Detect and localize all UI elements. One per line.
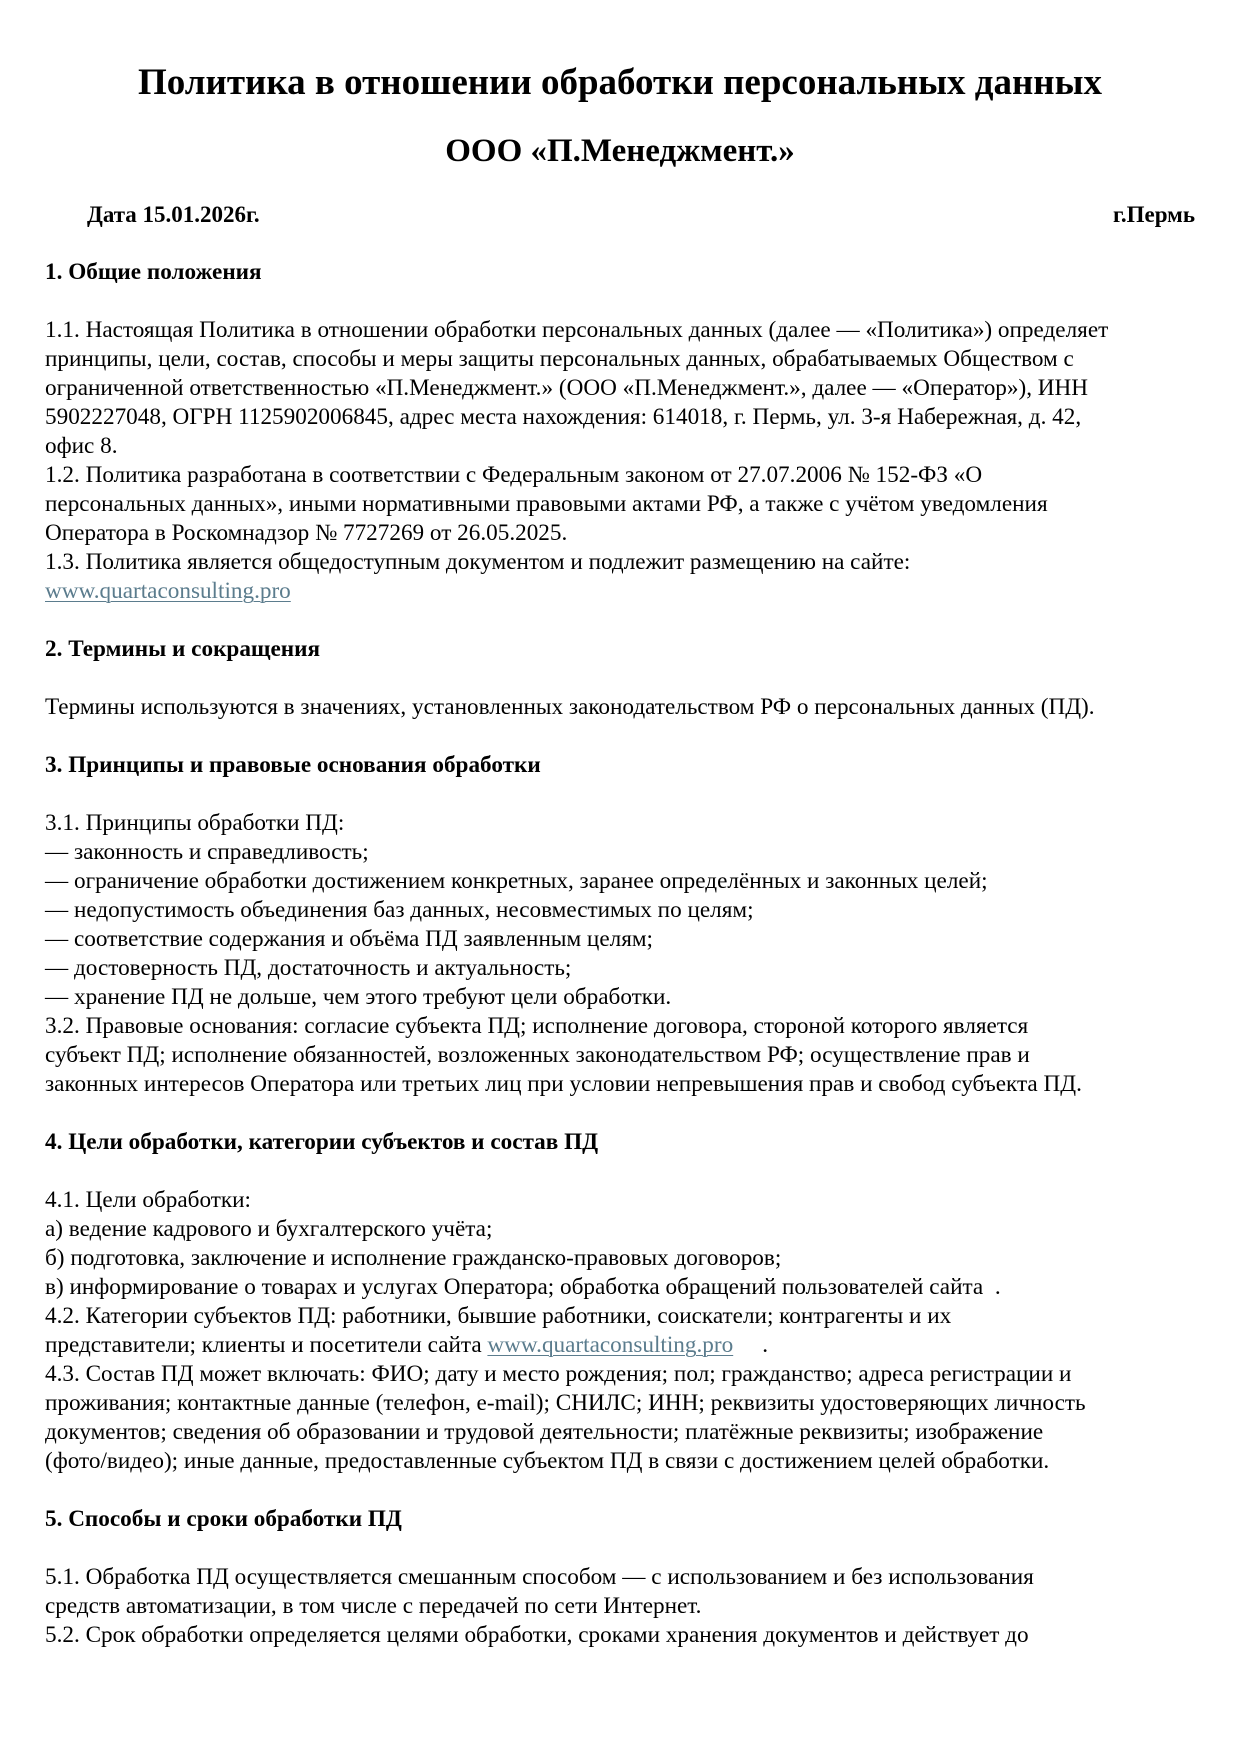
organization-name: ООО «П.Менеджмент.» <box>445 133 795 169</box>
list-item: а) ведение кадрового и бухгалтерского учёта; <box>45 1216 493 1242</box>
paragraph-4-1: 4.1. Цели обработки: <box>45 1187 252 1213</box>
paragraph-4-2-line-with-link <box>45 1331 1215 1360</box>
document-meta <box>45 200 1195 230</box>
paragraph-1-3-line: 1.3. Политика является общедоступным документом и подлежит размещению на сайте: <box>45 549 911 575</box>
paragraph-1-2-line: 1.2. Политика разработана в соответствии с Федеральным законом от 27.07.2006 № 152-ФЗ «О <box>45 462 983 488</box>
paragraph-3-1: 3.1. Принципы обработки ПД: <box>45 810 345 836</box>
paragraph-1-3-link-line <box>45 577 1215 606</box>
list-item: — ограничение обработки достижением конкретных, заранее определённых и законных целей; <box>45 868 988 894</box>
paragraph-1-2-line: Оператора в Роскомнадзор № 7727269 от 26.05.2025. <box>45 520 568 546</box>
paragraph-1-1-line: 1.1. Настоящая Политика в отношении обработки персональных данных (далее — «Политика») определяет <box>45 317 1109 343</box>
list-item: в) информирование о товарах и услугах Оператора; обработка обращений пользователей сайта . <box>45 1274 1001 1300</box>
paragraph-2-line: Термины используются в значениях, установленных законодательством РФ о персональных данных (ПД). <box>45 694 1095 720</box>
section-3-heading: 3. Принципы и правовые основания обработки <box>45 752 541 778</box>
paragraph-1-1-line: офис 8. <box>45 433 118 459</box>
list-item: б) подготовка, заключение и исполнение гражданско-правовых договоров; <box>45 1245 782 1271</box>
paragraph-4-3-line: проживания; контактные данные (телефон, e-mail); СНИЛС; ИНН; реквизиты удостоверяющих личность <box>45 1390 1086 1416</box>
paragraph-1-1-line: 5902227048, ОГРН 1125902006845, адрес места нахождения: 614018, г. Пермь, ул. 3-я Набережная, д. 42, <box>45 404 1082 430</box>
paragraph-3-2-line: субъект ПД; исполнение обязанностей, возложенных законодательством РФ; осуществление прав и <box>45 1042 1030 1068</box>
list-item: — соответствие содержания и объёма ПД заявленным целям; <box>45 926 653 952</box>
paragraph-3-2-line: 3.2. Правовые основания: согласие субъекта ПД; исполнение договора, стороной которого является <box>45 1013 1029 1039</box>
paragraph-4-2-prefix: представители; клиенты и посетители сайта <box>45 1332 488 1358</box>
document-city: г.Пермь <box>1113 202 1195 227</box>
paragraph-4-3-line: 4.3. Состав ПД может включать: ФИО; дату и место рождения; пол; гражданство; адреса регистрации и <box>45 1361 1072 1387</box>
list-item: — недопустимость объединения баз данных, несовместимых по целям; <box>45 897 754 923</box>
paragraph-5-1-line: 5.1. Обработка ПД осуществляется смешанным способом — с использованием и без использования <box>45 1564 1034 1590</box>
section-5-heading: 5. Способы и сроки обработки ПД <box>45 1506 402 1532</box>
section-4-heading: 4. Цели обработки, категории субъектов и состав ПД <box>45 1129 599 1155</box>
list-item: — хранение ПД не дольше, чем этого требуют цели обработки. <box>45 984 672 1010</box>
paragraph-4-3-line: (фото/видео); иные данные, предоставленные субъектом ПД в связи с достижением целей обработки. <box>45 1448 1050 1474</box>
paragraph-4-3-line: документов; сведения об образовании и трудовой деятельности; платёжные реквизиты; изображение <box>45 1419 1044 1445</box>
document-title: Политика в отношении обработки персональных данных <box>137 62 1103 103</box>
paragraph-4-2-line: 4.2. Категории субъектов ПД: работники, бывшие работники, соискатели; контрагенты и их <box>45 1303 952 1329</box>
paragraph-1-2-line: персональных данных», иными нормативными правовыми актами РФ, а также с учётом уведомления <box>45 491 1048 517</box>
website-link[interactable]: www.quartaconsulting.pro <box>45 578 291 604</box>
paragraph-1-1-line: ограниченной ответственностью «П.Менеджмент.» (ООО «П.Менеджмент.», далее — «Оператор»), ИНН <box>45 375 1089 401</box>
paragraph-5-1-line: средств автоматизации, в том числе с передачей по сети Интернет. <box>45 1593 702 1619</box>
paragraph-1-1-line: принципы, цели, состав, способы и меры защиты персональных данных, обрабатываемых Обществом с <box>45 346 1074 372</box>
paragraph-3-2-line: законных интересов Оператора или третьих лиц при условии непревышения прав и свобод субъекта ПД. <box>45 1071 1082 1097</box>
list-item: — достоверность ПД, достаточность и актуальность; <box>45 955 572 981</box>
list-item: — законность и справедливость; <box>45 839 369 865</box>
section-1-heading: 1. Общие положения <box>45 259 262 285</box>
document-body <box>45 258 1215 1650</box>
section-2-heading: 2. Термины и сокращения <box>45 636 321 662</box>
document-date: Дата 15.01.2026г. <box>87 202 260 227</box>
website-link[interactable]: www.quartaconsulting.pro <box>487 1332 734 1358</box>
paragraph-4-2-suffix: . <box>733 1332 768 1358</box>
paragraph-5-2-line: 5.2. Срок обработки определяется целями обработки, сроками хранения документов и действует до <box>45 1622 1029 1648</box>
